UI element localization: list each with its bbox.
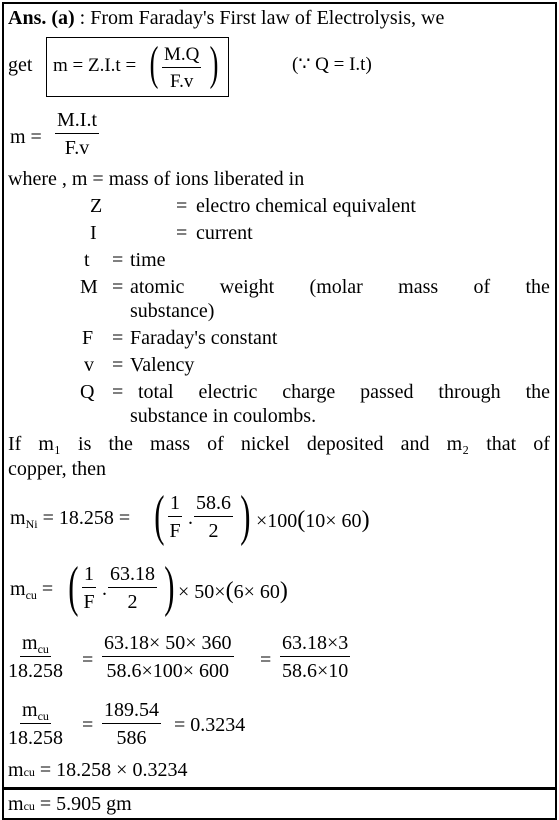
def-m-word: atomic — [130, 276, 185, 298]
mcu-line-m: m — [8, 759, 24, 781]
ratio1-eq2: = — [260, 649, 272, 671]
if-word: mass — [150, 433, 191, 455]
def-v-eq: = — [112, 354, 124, 376]
ratio2-eq1: = — [82, 714, 94, 736]
eq-cu-frac2-num: 63.18 — [108, 564, 157, 588]
eq-ni-times: ×100 — [256, 510, 298, 532]
result-m: m — [8, 793, 24, 815]
if-word: of — [533, 433, 550, 455]
def-f-symbol: F — [82, 327, 94, 349]
def-q-eq: = — [112, 381, 124, 403]
def-q-word: the — [525, 381, 550, 403]
formula2-lhs: m = — [10, 126, 42, 148]
def-m-eq: = — [112, 276, 124, 298]
eq-ni-frac2-den: 2 — [208, 520, 219, 542]
formula1-fraction — [162, 45, 201, 91]
if-word: If — [8, 433, 22, 455]
eq-cu-subscript: cu — [25, 588, 37, 602]
formula2-denominator: F.v — [64, 137, 90, 159]
def-q-word: charge — [282, 381, 336, 403]
ratio1-left-num — [20, 633, 51, 657]
def-m-symbol: M — [80, 276, 98, 298]
def-f-text: Faraday's constant — [130, 327, 278, 349]
q-note: (∵ Q = I.t) — [292, 54, 372, 75]
ratio2-rest: = 0.3234 — [174, 714, 246, 736]
eq-cu-rest: × 50×(6× 60) — [178, 578, 288, 604]
def-m-word: mass — [398, 276, 439, 298]
eq-ni-frac1-num: 1 — [168, 493, 182, 517]
eq-cu-lhs — [10, 578, 54, 602]
mcu-line-rest: = 18.258 × 0.3234 — [34, 759, 188, 781]
ratio2-middle-num: 189.54 — [102, 700, 161, 724]
formula2-numerator: M.I.t — [55, 110, 99, 134]
ratio1-right-num: 63.18×3 — [280, 633, 350, 657]
formula1-lhs: m = Z.I.t = — [53, 55, 137, 76]
if-word: is — [78, 433, 92, 455]
eq-cu-lparen: ( — [68, 556, 79, 618]
eq-cu-rparen: ) — [164, 556, 175, 618]
def-v-symbol: v — [84, 354, 94, 376]
def-q-word: through — [438, 381, 501, 403]
def-t-eq: = — [112, 249, 124, 271]
def-i-eq: = — [176, 222, 188, 244]
mcu-line — [8, 760, 187, 780]
def-v-text: Valency — [130, 354, 195, 376]
ratio1-middle — [102, 633, 234, 681]
if-line — [8, 434, 550, 454]
def-q-word: passed — [360, 381, 414, 403]
ratio2-m: m — [22, 699, 38, 721]
where-line: where , m = mass of ions liberated in — [8, 168, 305, 190]
def-m-word: (molar — [309, 276, 363, 298]
ratio2-left — [8, 700, 63, 748]
def-m-word: of — [473, 276, 491, 298]
ratio1-middle-den: 58.6×100× 600 — [106, 660, 230, 682]
def-m-word: the — [525, 276, 550, 298]
eq-ni-rparen: ) — [240, 485, 251, 547]
if-word: that — [486, 433, 517, 455]
eq-ni-equals: = 18.258 = — [42, 507, 131, 529]
def-t-text: time — [130, 249, 166, 271]
eq-cu-equals: = — [41, 578, 54, 600]
eq-cu-frac1 — [82, 564, 96, 612]
eq-cu-times: × 50× — [178, 581, 226, 603]
def-z-symbol: Z — [90, 195, 103, 217]
ratio2-middle-den: 586 — [116, 727, 147, 749]
def-q-word: total — [138, 381, 174, 403]
eq-ni-frac2 — [194, 493, 233, 541]
ratio1-left-den: 18.258 — [8, 660, 63, 682]
def-z-text: electro chemical equivalent — [196, 195, 416, 217]
eq-ni-m: m — [10, 507, 26, 529]
ratio1-left — [8, 633, 63, 681]
answer-label — [8, 8, 444, 28]
eq-cu-frac1-num: 1 — [82, 564, 96, 588]
formula1-lparen: ( — [149, 37, 159, 90]
eq-cu-dot: . — [102, 578, 107, 600]
def-m-text — [130, 277, 550, 297]
def-i-text: current — [196, 222, 253, 244]
eq-ni-subscript: Ni — [25, 517, 38, 531]
ratio1-middle-num: 63.18× 50× 360 — [102, 633, 234, 657]
ratio1-right — [280, 633, 350, 681]
ratio1-right-den: 58.6×10 — [282, 660, 349, 682]
eq-cu-frac2-den: 2 — [127, 591, 138, 613]
result-value: = 5.905 gm — [34, 793, 132, 815]
ratio2-left-num — [20, 700, 51, 724]
ratio2-left-den: 18.258 — [8, 727, 63, 749]
ratio2-subscript: cu — [37, 709, 49, 723]
def-m-word: weight — [219, 276, 275, 298]
ratio1-m: m — [22, 632, 38, 654]
if-word: m₂ — [446, 433, 470, 455]
formula1-numerator: M.Q — [162, 45, 201, 68]
eq-cu-frac2 — [108, 564, 157, 612]
answer-option: Ans. (a) — [8, 7, 75, 29]
if-word: deposited — [306, 433, 384, 455]
get-label: get — [8, 54, 33, 76]
if-word: and — [400, 433, 430, 455]
def-q-cont: substance in coulombs. — [130, 405, 317, 427]
ratio1-subscript: cu — [37, 642, 49, 656]
def-f-eq: = — [112, 327, 124, 349]
formula1-denominator: F.v — [170, 71, 194, 92]
if-word: nickel — [240, 433, 290, 455]
mcu-line-subscript: cu — [23, 765, 35, 779]
def-t-symbol: t — [84, 249, 90, 271]
ratio1-eq1: = — [82, 649, 94, 671]
eq-cu-m: m — [10, 578, 26, 600]
eq-ni-frac1-den: F — [169, 520, 181, 542]
result-subscript: cu — [23, 799, 35, 813]
eq-ni-lhs — [10, 507, 131, 531]
formula2-fraction — [55, 110, 99, 158]
if-word: of — [207, 433, 224, 455]
intro-text: : From Faraday's First law of Electrolysis, we — [79, 7, 445, 29]
if-line-cont: copper, then — [8, 458, 107, 480]
def-q-text — [138, 382, 550, 402]
eq-cu-frac1-den: F — [83, 591, 95, 613]
def-z-eq: = — [176, 195, 188, 217]
ratio2-middle — [102, 700, 161, 748]
result-line — [8, 794, 132, 814]
eq-ni-frac1 — [168, 493, 182, 541]
def-i-symbol: I — [90, 222, 97, 244]
if-word: the — [108, 433, 133, 455]
eq-cu-paren: 6× 60 — [233, 581, 280, 603]
def-m-cont: substance) — [130, 300, 215, 322]
def-q-symbol: Q — [80, 381, 95, 403]
eq-ni-rest: ×100(10× 60) — [256, 507, 370, 533]
if-word: m₁ — [38, 433, 61, 455]
eq-ni-lparen: ( — [154, 485, 165, 547]
eq-ni-frac2-num: 58.6 — [194, 493, 233, 517]
eq-ni-paren: 10× 60 — [305, 510, 362, 532]
eq-ni-dot: . — [188, 507, 193, 529]
formula1-rparen: ) — [209, 37, 219, 90]
def-q-word: electric — [198, 381, 258, 403]
